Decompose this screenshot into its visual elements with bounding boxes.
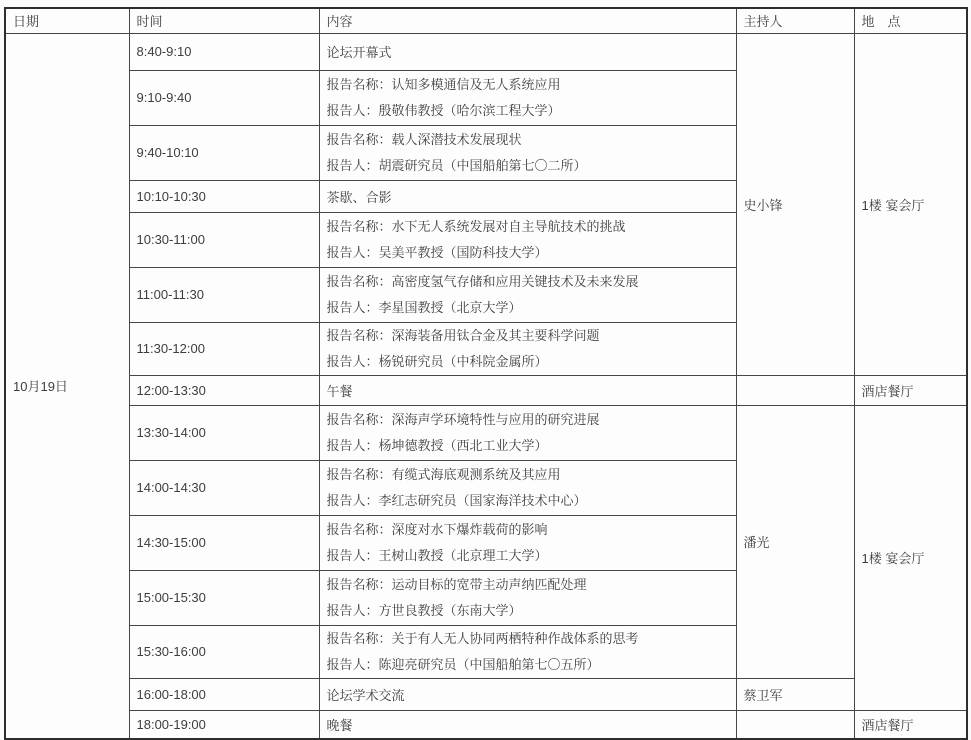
report-speaker: 报告人：胡震研究员（中国船舶第七〇二所）: [326, 157, 587, 173]
report-title: 报告名称：载人深潜技术发展现状: [326, 131, 522, 147]
report-title: 报告名称：深海声学环境特性与应用的研究进展: [326, 411, 600, 427]
report-title: 报告名称：深海装备用钛合金及其主要科学问题: [326, 327, 600, 343]
report-speaker: 报告人：殷敬伟教授（哈尔滨工程大学）: [326, 102, 561, 118]
content-cell: [319, 212, 736, 267]
report-title: 报告名称：运动目标的宽带主动声纳匹配处理: [326, 576, 587, 592]
time-cell: 18:00-19:00: [129, 710, 319, 739]
header-date: 日期: [5, 8, 129, 33]
header-row: [5, 8, 967, 33]
time-cell: 15:00-15:30: [129, 570, 319, 625]
content-cell: 茶歇、合影: [319, 180, 736, 212]
host-cell-empty: [736, 710, 854, 739]
content-cell: 论坛开幕式: [319, 33, 736, 70]
report-speaker: 报告人：吴美平教授（国防科技大学）: [326, 244, 548, 260]
schedule-row: [5, 375, 967, 405]
time-cell: 10:30-11:00: [129, 212, 319, 267]
schedule-row: [5, 33, 967, 70]
header-location: 地 点: [854, 8, 967, 33]
content-cell: [319, 267, 736, 322]
report-title: 报告名称：水下无人系统发展对自主导航技术的挑战: [326, 218, 626, 234]
report-speaker: 报告人：李星国教授（北京大学）: [326, 299, 522, 315]
time-cell: 16:00-18:00: [129, 678, 319, 710]
content-cell: [319, 460, 736, 515]
time-cell: 8:40-9:10: [129, 33, 319, 70]
time-cell: 14:00-14:30: [129, 460, 319, 515]
time-cell: 14:30-15:00: [129, 515, 319, 570]
header-time: 时间: [129, 8, 319, 33]
content-cell: [319, 625, 736, 678]
host-cell-empty: [736, 375, 854, 405]
report-title: 报告名称：深度对水下爆炸载荷的影响: [326, 521, 548, 537]
time-cell: 11:00-11:30: [129, 267, 319, 322]
content-cell: [319, 322, 736, 375]
content-cell: 晚餐: [319, 710, 736, 739]
schedule-row: [5, 405, 967, 460]
content-cell: 午餐: [319, 375, 736, 405]
time-cell: 11:30-12:00: [129, 322, 319, 375]
host-cell: 蔡卫军: [736, 678, 854, 710]
report-speaker: 报告人：杨坤德教授（西北工业大学）: [326, 437, 548, 453]
schedule-row: [5, 710, 967, 739]
location-cell: 酒店餐厅: [854, 375, 967, 405]
schedule-row: [5, 678, 967, 710]
report-speaker: 报告人：方世良教授（东南大学）: [326, 602, 522, 618]
report-speaker: 报告人：王树山教授（北京理工大学）: [326, 547, 548, 563]
report-title: 报告名称：认知多模通信及无人系统应用: [326, 76, 561, 92]
report-speaker: 报告人：李红志研究员（国家海洋技术中心）: [326, 492, 587, 508]
content-cell: [319, 515, 736, 570]
report-title: 报告名称：有缆式海底观测系统及其应用: [326, 466, 561, 482]
report-title: 报告名称：高密度氢气存储和应用关键技术及未来发展: [326, 273, 639, 289]
header-host: 主持人: [736, 8, 854, 33]
time-cell: 10:10-10:30: [129, 180, 319, 212]
content-cell: [319, 125, 736, 180]
content-cell: [319, 570, 736, 625]
content-cell: [319, 405, 736, 460]
report-title: 报告名称：关于有人无人协同两栖特种作战体系的思考: [326, 630, 639, 646]
location-cell: 酒店餐厅: [854, 710, 967, 739]
time-cell: 15:30-16:00: [129, 625, 319, 678]
location-cell: 1楼 宴会厅: [854, 405, 967, 710]
time-cell: 13:30-14:00: [129, 405, 319, 460]
content-cell: 论坛学术交流: [319, 678, 736, 710]
date-cell: 10月19日: [5, 33, 129, 739]
header-content: 内容: [319, 8, 736, 33]
host-cell: 史小锋: [736, 33, 854, 375]
time-cell: 9:40-10:10: [129, 125, 319, 180]
content-cell: [319, 70, 736, 125]
schedule-table: [4, 7, 968, 740]
report-speaker: 报告人：陈迎亮研究员（中国船舶第七〇五所）: [326, 656, 600, 672]
host-cell: 潘光: [736, 405, 854, 678]
time-cell: 12:00-13:30: [129, 375, 319, 405]
report-speaker: 报告人：杨锐研究员（中科院金属所）: [326, 353, 548, 369]
time-cell: 9:10-9:40: [129, 70, 319, 125]
location-cell: 1楼 宴会厅: [854, 33, 967, 375]
